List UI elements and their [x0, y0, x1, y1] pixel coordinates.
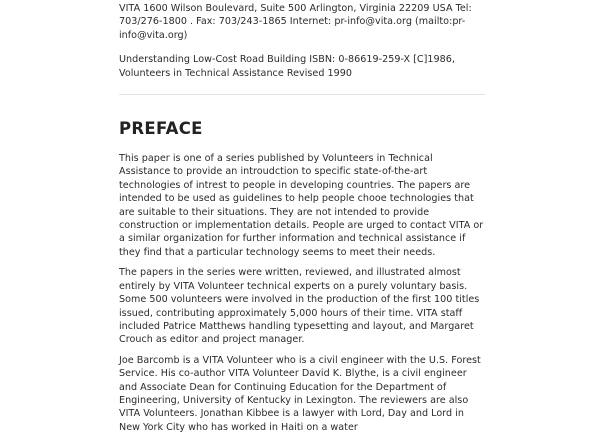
- preface-paragraph-2: The papers in the series were written, reviewed, and illustrated almost entirely by VITA Volunteer technical experts on a purely voluntary basis. Some 500 volunteers were involved in the production of the first 100 titles issued, contributing approximately 5,000 hours of their time. VITA staff included Patrice Matthews handling typesetting and layout, and Margaret Crouch as editor and project manager.: [119, 267, 480, 346]
- publisher-address: VITA 1600 Wilson Boulevard, Suite 500 Arlington, Virginia 22209 USA Tel: 703/276-1800 . Fax: 703/243-1865 Internet: pr-info@vita.org (mailto:pr-info@vita.org): [119, 3, 472, 41]
- document-body: [119, 0, 485, 434]
- preface-paragraph-3: Joe Barcomb is a VITA Volunteer who is a civil engineer with the U.S. Forest Service. His co-author VITA Volunteer David K. Blythe, is a civil engineer and Associate Dean for Continuing Education for the Department of Engineering, University of Kentucky in Lexington. The reviewers are also VITA Volunteers. Jonathan Kibbee is a lawyer with Lord, Day and Lord in New York City who has worked in Haiti on a water: [119, 354, 481, 433]
- isbn-line: Understanding Low-Cost Road Building ISBN: 0-86619-259-X [C]1986, Volunteers in Technical Assistance Revised 1990: [119, 54, 455, 79]
- preface-paragraph-1: This paper is one of a series published by Volunteers in Technical Assistance to provide an introudction to specific state-of-the-art technologies of intrest to people in developing countries. The papers are intended to be used as guidelines to help people chooe technologies that are suitable to their situations. They are not intended to provide construction or implementation details. People are urged to contact VITA or a similar organization for further information and technical assistance if they find that a particular technology seems to meet their needs.: [119, 153, 484, 258]
- section-divider: [119, 94, 485, 95]
- preface-heading: PREFACE: [119, 119, 203, 139]
